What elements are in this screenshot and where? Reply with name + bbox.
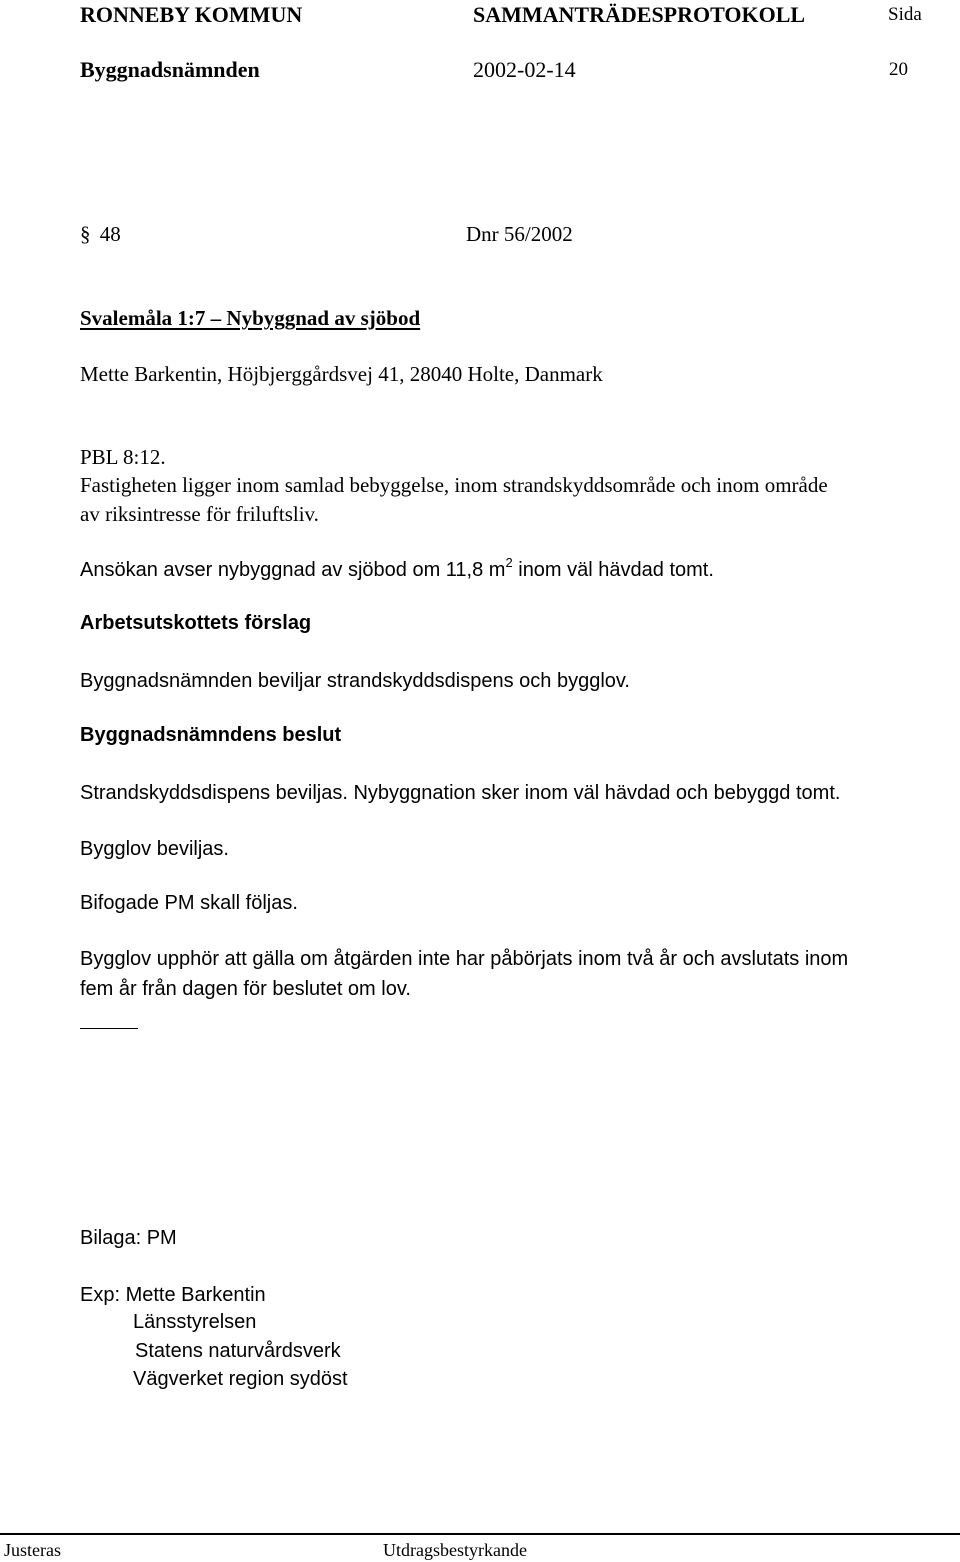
section-number: 48 <box>99 222 121 246</box>
section-symbol: § <box>80 222 91 246</box>
decision-line4a: Bygglov upphör att gälla om åtgärden inte har påbörjats inom två år och avslutats inom <box>80 948 849 970</box>
page-number: 20 <box>889 59 908 80</box>
distribution-recipient: Vägverket region sydöst <box>133 1368 348 1390</box>
distribution-recipient: Länsstyrelsen <box>133 1311 257 1333</box>
footer-justeras: Justeras <box>4 1540 61 1560</box>
dnr: Dnr 56/2002 <box>466 222 573 246</box>
item-title: Svalemåla 1:7 – Nybyggnad av sjöbod <box>80 306 421 330</box>
proposal-text: Byggnadsnämnden beviljar strandskyddsdispens och bygglov. <box>80 670 630 692</box>
distribution-label: Exp: Mette Barkentin <box>80 1284 266 1306</box>
proposal-heading: Arbetsutskottets förslag <box>80 612 312 634</box>
application-superscript: 2 <box>505 555 513 570</box>
document-type: SAMMANTRÄDESPROTOKOLL <box>473 2 806 27</box>
property-description-line1: Fastigheten ligger inom samlad bebyggelse, inom strandskyddsområde och inom område <box>80 473 828 497</box>
org-name: RONNEBY KOMMUN <box>80 2 303 27</box>
property-description-line2: av riksintresse för friluftsliv. <box>80 502 319 526</box>
applicant: Mette Barkentin, Höjbjerggårdsvej 41, 28040 Holte, Danmark <box>80 362 603 386</box>
decision-line1: Strandskyddsdispens beviljas. Nybyggnation sker inom väl hävdad och bebyggd tomt. <box>80 782 841 804</box>
decision-line2: Bygglov beviljas. <box>80 838 229 860</box>
footer-utdragsbestyrkande: Utdragsbestyrkande <box>383 1540 527 1560</box>
decision-line4b: fem år från dagen för beslutet om lov. <box>80 978 411 1000</box>
committee-name: Byggnadsnämnden <box>80 57 260 82</box>
application-text <box>80 556 714 585</box>
application-text-before: Ansökan avser nybyggnad av sjöbod om 11,8 m <box>80 559 506 581</box>
pbl-reference: PBL 8:12. <box>80 445 166 469</box>
page-label: Sida <box>888 4 922 25</box>
end-rule <box>80 1028 138 1029</box>
decision-line3: Bifogade PM skall följas. <box>80 892 298 914</box>
section-heading <box>80 220 121 249</box>
decision-heading: Byggnadsnämndens beslut <box>80 724 342 746</box>
footer-rule <box>0 1533 960 1535</box>
attachment: Bilaga: PM <box>80 1227 177 1249</box>
meeting-date: 2002-02-14 <box>473 57 576 82</box>
distribution-recipient: Statens naturvårdsverk <box>135 1340 341 1362</box>
application-text-after: inom väl hävdad tomt. <box>512 559 714 581</box>
